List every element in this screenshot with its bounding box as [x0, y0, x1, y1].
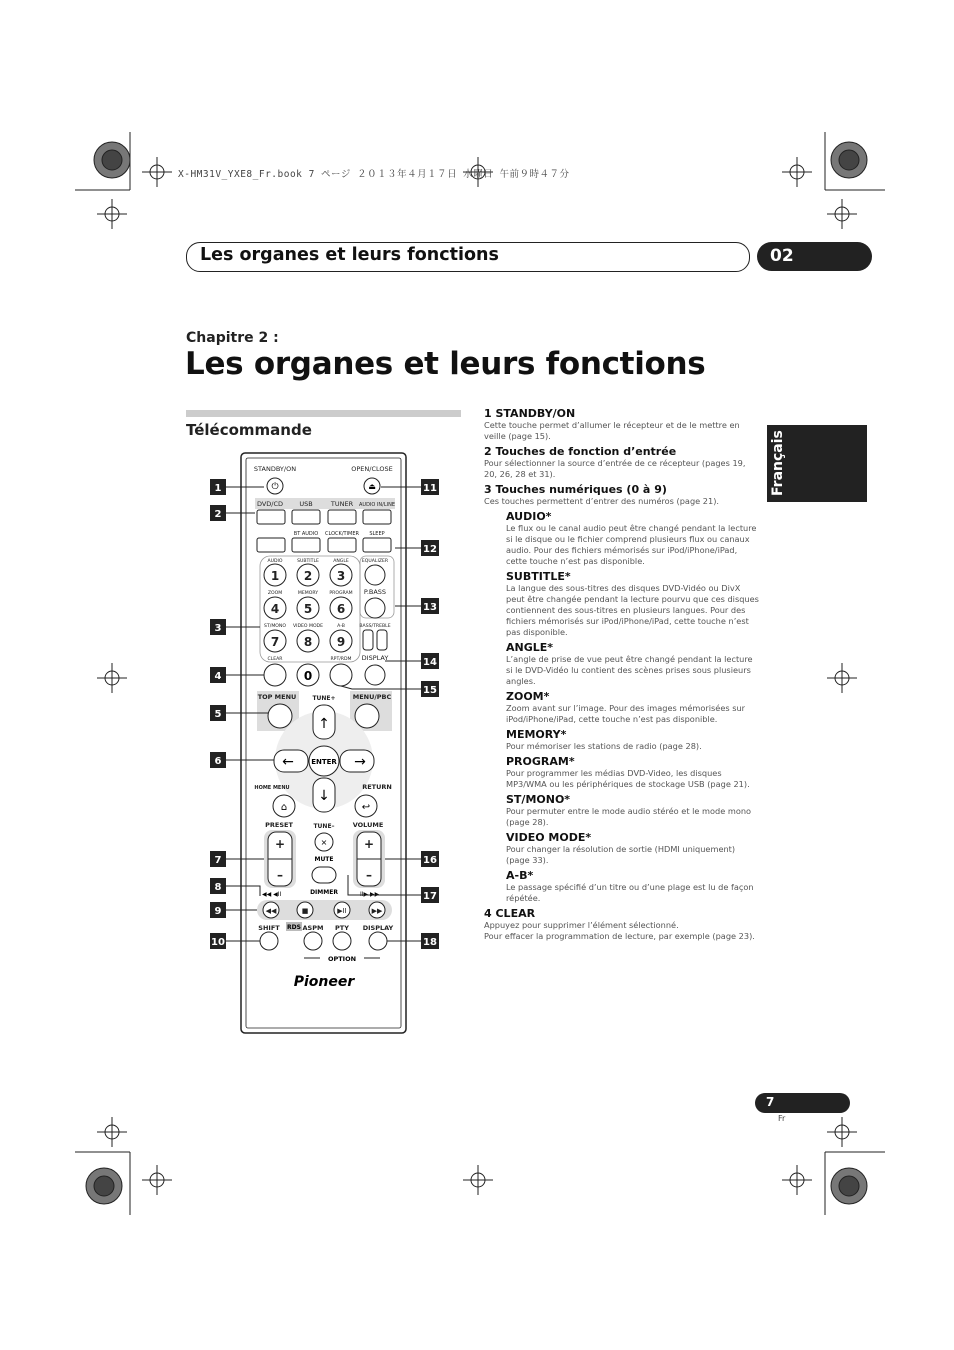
label-angle: ANGLE	[333, 559, 349, 564]
svg-text:+: +	[274, 837, 286, 851]
chapter-number: 02	[770, 246, 794, 266]
label-tune-minus: TUNE–	[313, 823, 335, 830]
language-tab-label: Français	[770, 430, 786, 496]
callout-2: 2	[214, 509, 222, 520]
svg-text:6: 6	[336, 602, 346, 616]
pty-button	[333, 932, 351, 950]
desc-text-audio: Le flux ou le canal audio peut être changé pendant la lecture si le disque ou le fichier comprend plusieurs flux ou canaux audio. Pour des fichiers mémorisés sur iPod/iPhone/iPad, cette touche n’est pas disponible.	[506, 523, 757, 566]
svg-text:8: 8	[303, 635, 313, 649]
label-open-close: OPEN/CLOSE	[351, 465, 393, 473]
chapter-title: Les organes et leurs fonctions	[185, 346, 706, 382]
input-button-blank	[257, 538, 285, 552]
desc-text-st-mono: Pour permuter entre le mode audio stéréo et le mode mono (page 28).	[506, 806, 752, 827]
desc-text-zoom: Zoom avant sur l’image. Pour des images mémorisées sur iPod/iPhone/iPad, cette touche n’est pas disponible.	[506, 703, 746, 724]
desc-sub-video-mode: VIDEO MODE*	[506, 831, 592, 844]
arrow-right-icon: →	[354, 754, 366, 770]
bass-treble-down-button	[377, 630, 387, 650]
stop-icon: ■	[301, 907, 309, 915]
desc-text-1: Cette touche permet d’allumer le récepteur et de le mettre en veille (page 15).	[484, 420, 740, 441]
callout-14: 14	[423, 657, 437, 668]
label-shift: SHIFT	[258, 924, 280, 932]
audio-in-button	[363, 510, 391, 524]
svg-text:3: 3	[336, 569, 346, 583]
desc-text-program: Pour programmer les médias DVD-Video, les disques MP3/WMA ou les périphériques de stockage USB (page 21).	[506, 768, 750, 789]
desc-text-2: Pour sélectionner la source d’entrée de ce récepteur (pages 19, 20, 26, 28 et 31).	[484, 458, 746, 479]
label-top-menu: TOP MENU	[257, 693, 297, 701]
bass-treble-up-button	[363, 630, 373, 650]
mute-icon: ×	[320, 838, 328, 847]
description-column	[484, 407, 759, 945]
arrow-down-icon: ↓	[318, 788, 330, 804]
label-option: OPTION	[327, 955, 357, 963]
page-number: 7	[766, 1095, 775, 1109]
label-audio-in: AUDIO IN/LINE	[359, 502, 395, 508]
file-header: X-HM31V_YXE8_Fr.book 7 ページ ２０１３年４月１７日 水曜日 午前９時４７分	[178, 169, 570, 180]
callout-1: 1	[214, 483, 222, 494]
desc-text-subtitle: La langue des sous-titres des disques DVD-Vidéo ou DivX peut être changée pendant la lecture pourvu que ces disques contiennent des sous-titres en plusieurs langues. Pour des fichiers mémorisés sur iPod/iPhone/iPad, cette touche n’est pas disponible.	[506, 583, 759, 637]
prev-track-icon: ◀◀ ◀II	[262, 891, 282, 898]
label-equalizer: EQUALIZER	[361, 559, 389, 564]
label-audio: AUDIO	[267, 559, 283, 564]
label-a-b: A-B	[337, 624, 345, 629]
display-button	[365, 665, 385, 685]
label-program: PROGRAM	[329, 591, 353, 596]
desc-sub-angle: ANGLE*	[506, 641, 554, 654]
dimmer-button	[312, 867, 336, 883]
desc-sub-st-mono: ST/MONO*	[506, 793, 571, 806]
desc-text-4: Appuyez pour supprimer l’élément sélectionné.	[484, 920, 679, 930]
label-aspm: ASPM	[302, 924, 324, 932]
callout-6: 6	[214, 756, 222, 767]
svg-text:9: 9	[336, 635, 346, 649]
label-subtitle: SUBTITLE	[297, 559, 319, 564]
desc-sub-audio: AUDIO*	[506, 510, 552, 523]
play-pause-icon: ▶II	[337, 907, 347, 915]
label-pty: PTY	[335, 924, 349, 932]
pioneer-logo: Pioneer	[293, 974, 355, 990]
label-dimmer: DIMMER	[310, 889, 338, 896]
aspm-button	[304, 932, 322, 950]
section-heading: Télécommande	[186, 421, 312, 439]
menu-pbc-button	[355, 704, 379, 728]
label-pbass: P.BASS	[363, 588, 387, 596]
rewind-icon: ◀◀	[265, 907, 277, 915]
label-memory: MEMORY	[297, 591, 319, 596]
svg-text:7: 7	[270, 635, 280, 649]
callout-17: 17	[423, 891, 437, 902]
callout-9: 9	[214, 906, 222, 917]
clock-timer-button	[328, 538, 356, 552]
label-standby: STANDBY/ON	[253, 465, 297, 473]
sleep-button	[363, 538, 391, 552]
desc-text-4b: Pour effacer la programmation de lecture, par exemple (page 23).	[484, 931, 755, 941]
label-st-mono: ST/MONO	[264, 624, 286, 629]
label-bass-treble: BASS/TREBLE	[359, 624, 391, 629]
label-bt-audio: BT AUDIO	[293, 531, 319, 537]
desc-sub-zoom: ZOOM*	[506, 690, 550, 703]
svg-text:5: 5	[303, 602, 313, 616]
label-display: DISPLAY	[361, 654, 389, 662]
svg-text:0: 0	[303, 669, 313, 683]
chapter-label: Chapitre 2 :	[186, 330, 279, 346]
top-menu-button	[268, 704, 292, 728]
desc-text-a-b: Le passage spécifié d’un titre ou d’une plage est lu de façon répétée.	[506, 882, 754, 903]
label-menu-pbc: MENU/PBC	[352, 693, 392, 701]
eject-icon: ⏏	[368, 482, 376, 491]
svg-text:–: –	[366, 868, 372, 882]
power-icon: ⏻	[271, 482, 279, 492]
desc-sub-memory: MEMORY*	[506, 728, 567, 741]
callout-16: 16	[423, 855, 437, 866]
arrow-left-icon: ←	[282, 754, 294, 770]
dvd-cd-button	[257, 510, 285, 524]
label-enter: ENTER	[311, 758, 337, 766]
remote-illustration	[200, 448, 460, 1048]
callout-8: 8	[214, 882, 222, 893]
page-lang: Fr	[778, 1114, 786, 1123]
return-icon: ↩	[361, 802, 371, 813]
label-tuner: TUNER	[330, 500, 354, 508]
desc-sub-subtitle: SUBTITLE*	[506, 570, 571, 583]
fast-forward-icon: ▶▶	[371, 907, 383, 915]
label-home-menu: HOME MENU	[254, 785, 290, 791]
callout-12: 12	[423, 544, 437, 555]
label-return: RETURN	[362, 783, 392, 791]
label-preset: PRESET	[265, 821, 293, 829]
label-zoom: ZOOM	[267, 591, 283, 596]
label-usb: USB	[299, 500, 313, 508]
label-clear: CLEAR	[267, 657, 283, 662]
label-display-bottom: DISPLAY	[362, 924, 394, 932]
usb-button	[292, 510, 320, 524]
callout-10: 10	[211, 937, 225, 948]
bt-audio-button	[292, 538, 320, 552]
next-track-icon: II▶ ▶▶	[360, 891, 380, 898]
tuner-button	[328, 510, 356, 524]
desc-sub-a-b: A-B*	[506, 869, 534, 882]
desc-text-video-mode: Pour changer la résolution de sortie (HDMI uniquement) (page 33).	[506, 844, 736, 865]
label-rpt-rdm: RPT/RDM	[330, 657, 352, 662]
svg-text:4: 4	[270, 602, 280, 616]
equalizer-button	[365, 565, 385, 585]
callout-7: 7	[214, 855, 222, 866]
desc-text-3: Ces touches permettent d’entrer des numéros (page 21).	[484, 496, 720, 506]
arrow-up-icon: ↑	[318, 716, 330, 732]
desc-text-memory: Pour mémoriser les stations de radio (page 28).	[506, 741, 702, 751]
desc-heading-3: 3 Touches numériques (0 à 9)	[484, 483, 667, 496]
label-volume: VOLUME	[352, 821, 384, 829]
shift-button	[260, 932, 278, 950]
label-tune-plus: TUNE+	[312, 695, 336, 702]
section-rule	[186, 410, 461, 417]
label-mute: MUTE	[314, 856, 334, 863]
svg-text:1: 1	[270, 569, 280, 583]
label-sleep: SLEEP	[369, 531, 385, 537]
desc-text-angle: L’angle de prise de vue peut être changé pendant la lecture si le DVD-Vidéo lu contient des scènes prises sous plusieurs angles.	[506, 654, 753, 686]
label-video-mode: VIDEO MODE	[292, 624, 324, 629]
header-title: Les organes et leurs fonctions	[200, 245, 499, 265]
svg-text:2: 2	[303, 569, 313, 583]
callout-11: 11	[423, 483, 437, 494]
desc-heading-1: 1 STANDBY/ON	[484, 407, 576, 420]
clear-button	[264, 664, 286, 686]
svg-text:–: –	[277, 868, 283, 882]
callout-13: 13	[423, 602, 437, 613]
callout-18: 18	[423, 937, 437, 948]
callout-15: 15	[423, 685, 437, 696]
svg-text:+: +	[363, 837, 375, 851]
desc-heading-4: 4 CLEAR	[484, 907, 536, 920]
label-clock-timer: CLOCK/TIMER	[325, 531, 359, 537]
callout-4: 4	[214, 671, 222, 682]
home-icon: ⌂	[280, 802, 288, 813]
label-rds: RDS	[287, 924, 301, 931]
callout-3: 3	[214, 623, 222, 634]
rpt-rdm-button	[330, 664, 352, 686]
desc-sub-program: PROGRAM*	[506, 755, 575, 768]
label-dvd-cd: DVD/CD	[256, 500, 284, 508]
display-bottom-button	[369, 932, 387, 950]
desc-heading-2: 2 Touches de fonction d’entrée	[484, 445, 677, 458]
pbass-button	[365, 598, 385, 618]
callout-5: 5	[214, 709, 222, 720]
